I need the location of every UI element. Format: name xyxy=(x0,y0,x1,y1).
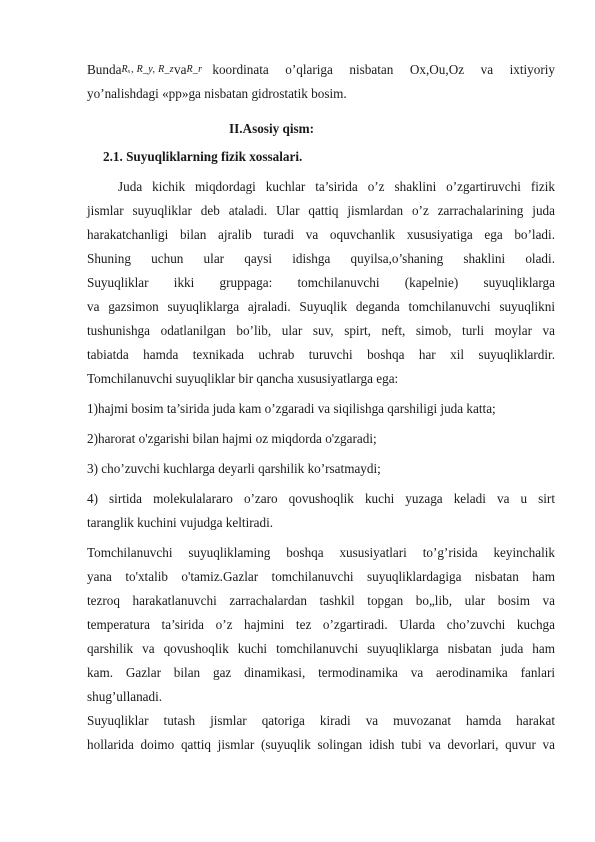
intro-rest-text: koordinata o’qlariga nisbatan Ox,Ou,Oz va ixtiyoriy xyxy=(212,62,555,77)
list-item-1: 1)hajmi bosim ta’sirida juda kam o’zgaradi va siqilishga qarshiligi juda katta; xyxy=(87,401,496,416)
list-item-3: 3) cho’zuvchi kuchlarga deyarli qarshilik ko’rsatmaydi; xyxy=(87,461,381,476)
paragraph-1-line-9: Tomchilanuvchi suyuqliklar bir qancha xususiyatlarga ega: xyxy=(87,371,399,386)
paragraph-2-line-3: tezroq harakatlanuvchi zarrachalardan tashkil topgan bo„lib, ular bosim va xyxy=(87,593,555,608)
paragraph-1-line-8: tabiatda hamda texnikada uchrab turuvchi boshqa har xil suyuqliklardir. xyxy=(87,347,555,362)
list-item-4: 4) sirtida molekulalararo o’zaro qovushoqlik kuchi yuzaga keladi va u sirt xyxy=(87,491,555,506)
intro-word-bunda: Bunda xyxy=(87,62,122,77)
paragraph-2-line-9: hollarida doimo qattiq jismlar (suyuqlik solingan idish tubi va devorlari, quvur va xyxy=(87,737,555,752)
formula-symbols-xyz: Rₓ, R_y, R_z xyxy=(121,64,174,75)
formula-symbol-r: R_r xyxy=(186,64,203,75)
paragraph-1-line-6: va gazsimon suyuqliklarga ajraladi. Suyuqlik deganda tomchilanuvchi suyuqlikni xyxy=(87,299,555,314)
paragraph-2-line-6: kam. Gazlar bilan gaz dinamikasi, termodinamika va aerodinamika fanlari xyxy=(87,665,555,680)
paragraph-2-line-1: Tomchilanuvchi suyuqliklaming boshqa xususiyatlari to’g’risida keyinchalik xyxy=(87,545,555,560)
paragraph-1-line-1: Juda kichik miqdordagi kuchlar ta’sirida o’z shaklini o’zgartiruvchi fizik xyxy=(118,179,555,194)
paragraph-2-line-4: temperatura ta’sirida o’z hajmini tez o’zgartiradi. Ularda cho’zuvchi kuchga xyxy=(87,617,555,632)
paragraph-2-line-5: qarshilik va qovushoqlik kuchi tomchilanuvchi suyuqliklarga nisbatan juda ham xyxy=(87,641,555,656)
list-item-2: 2)harorat o'zgarishi bilan hajmi oz miqdorda o'zgaradi; xyxy=(87,431,377,446)
paragraph-2-line-7: shug’ullanadi. xyxy=(87,689,163,704)
intro-line-2: yo’nalishdagi «pp»ga nisbatan gidrostatik bosim. xyxy=(87,86,347,101)
paragraph-1-line-4: Shuning uchun ular qaysi idishga quyilsa,o’shaning shaklini oladi. xyxy=(87,251,555,266)
paragraph-1-line-2: jismlar suyuqliklar deb ataladi. Ular qattiq jismlardan o’z zarrachalarining juda xyxy=(87,203,555,218)
paragraph-1-line-5: Suyuqliklar ikki gruppaga: tomchilanuvchi (kapelnie) suyuqliklarga xyxy=(87,275,555,290)
paragraph-1-line-3: harakatchanligi bilan ajralib turadi va oquvchanlik xususiyatiga ega bo’ladi. xyxy=(87,227,555,242)
paragraph-1-line-7: tushunishga odatlanilgan bo’lib, ular suv, spirt, neft, simob, turli moylar va xyxy=(87,323,555,338)
intro-line-1 xyxy=(87,62,555,78)
paragraph-2-line-8: Suyuqliklar tutash jismlar qatoriga kiradi va muvozanat hamda harakat xyxy=(87,713,555,728)
paragraph-2-line-2: yana to'xtalib o'tamiz.Gazlar tomchilanuvchi suyuqliklardagiga nisbatan ham xyxy=(87,569,555,584)
intro-word-va: va xyxy=(173,62,187,77)
list-item-4-continued: taranglik kuchini vujudga keltiradi. xyxy=(87,515,274,530)
subsection-title: 2.1. Suyuqliklarning fizik xossalari. xyxy=(103,149,303,164)
section-title: II.Asosiy qism: xyxy=(229,121,315,136)
